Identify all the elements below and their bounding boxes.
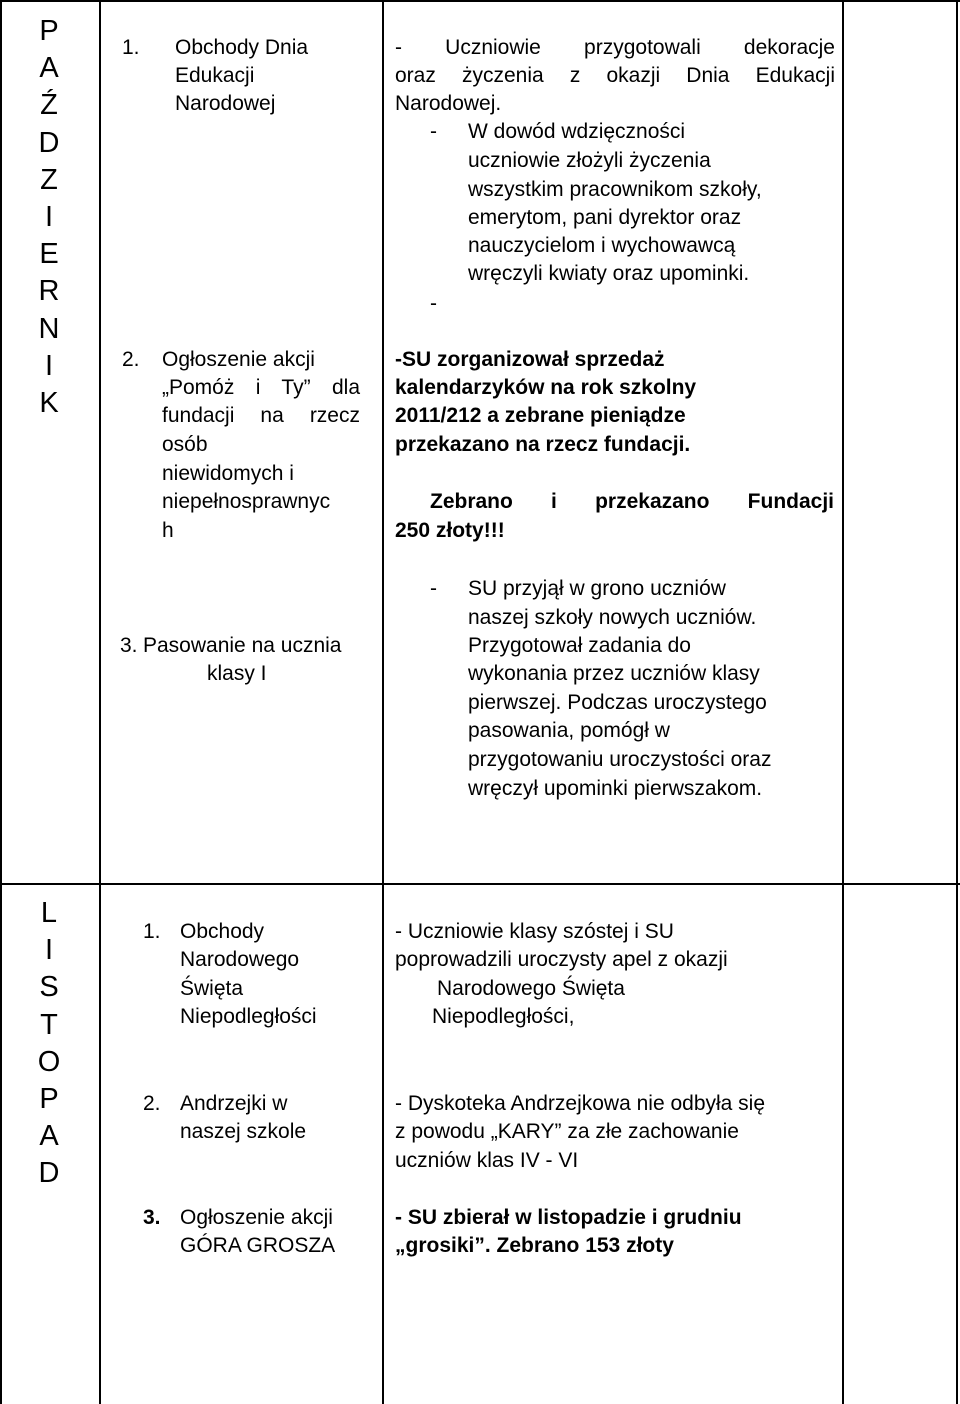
description-line: z powodu „KARY” za złe zachowanie	[395, 1120, 739, 1143]
description-line: wszystkim pracownikom szkoły,	[468, 178, 762, 201]
description-line: - Uczniowie przygotowali dekoracje	[395, 36, 835, 59]
event-title-line: osób	[162, 433, 208, 456]
description-line: - SU zbierał w listopadzie i grudniu	[395, 1206, 742, 1229]
event-title-line: Obchody	[180, 920, 265, 943]
event-title-line: fundacji na rzecz	[162, 404, 360, 427]
description-line: -SU zorganizował sprzedaż	[395, 348, 665, 371]
month-letter: I	[44, 934, 54, 967]
event-title-line: Ogłoszenie akcji	[162, 348, 315, 371]
month-letter: S	[39, 971, 59, 1004]
event-title-line: Edukacji	[175, 64, 255, 87]
column-divider-3	[842, 0, 844, 1404]
event-number: 1.	[122, 36, 140, 59]
description-line: poprowadzili uroczysty apel z okazji	[395, 948, 728, 971]
description-line: nauczycielom i wychowawcą	[468, 234, 736, 257]
month-letter: I	[44, 349, 54, 382]
table-border-right	[956, 0, 958, 1404]
month-letter: Ź	[40, 89, 58, 122]
description-line: SU przyjął w grono uczniów	[468, 577, 726, 600]
row-divider	[0, 883, 960, 885]
description-line: naszej szkoły nowych uczniów.	[468, 606, 757, 629]
description-line: W dowód wdzięczności	[468, 120, 686, 143]
bullet-dash: -	[430, 120, 437, 143]
column-divider-1	[99, 0, 101, 1404]
event-title-line: klasy I	[207, 662, 267, 685]
month-letter: N	[38, 312, 60, 345]
description-line: Niepodległości,	[432, 1005, 575, 1028]
description-line: - Dyskoteka Andrzejkowa nie odbyła się	[395, 1092, 766, 1115]
description-line: 2011/212 a zebrane pieniądze	[395, 404, 686, 427]
description-line: kalendarzyków na rok szkolny	[395, 376, 697, 399]
description-line: pasowania, pomógł w	[468, 719, 670, 742]
description-line: wręczył upominki pierwszakom.	[468, 777, 763, 800]
event-number: 2.	[143, 1092, 161, 1115]
event-title-line: niewidomych i	[162, 462, 294, 485]
month-label-november	[26, 895, 72, 1193]
description-line: - Uczniowie klasy szóstej i SU	[395, 920, 674, 943]
table-border-left	[0, 0, 2, 1404]
event-number: 2.	[122, 348, 140, 371]
description-line: Przygotował zadania do	[468, 634, 691, 657]
event-title-line: Andrzejki w	[180, 1092, 288, 1115]
event-title-line: Narodowej	[175, 92, 276, 115]
month-letter: K	[39, 387, 59, 420]
month-letter: Z	[40, 163, 58, 196]
description-line: pierwszej. Podczas uroczystego	[468, 691, 767, 714]
month-letter: R	[38, 275, 60, 308]
description-line: Zebrano i przekazano Fundacji	[430, 490, 834, 513]
description-line: 250 złoty!!!	[395, 519, 505, 542]
description-line: przekazano na rzecz fundacji.	[395, 433, 691, 456]
event-title-line: Obchody Dnia	[175, 36, 309, 59]
month-letter: E	[39, 238, 59, 271]
description-line: uczniów klas IV - VI	[395, 1149, 579, 1172]
month-letter: P	[39, 15, 59, 47]
description-line: przygotowaniu uroczystości oraz	[468, 748, 772, 771]
month-letter: O	[37, 1045, 61, 1078]
table-border-top	[0, 0, 960, 2]
bullet-dash: -	[430, 577, 437, 600]
month-letter: T	[40, 1008, 58, 1041]
event-title-line: Pasowanie na ucznia	[143, 634, 342, 657]
description-line: wręczyli kwiaty oraz upominki.	[468, 262, 750, 285]
description-line: emerytom, pani dyrektor oraz	[468, 206, 742, 229]
event-title-line: Niepodległości	[180, 1005, 317, 1028]
month-letter: P	[39, 1083, 59, 1116]
month-label-october	[26, 13, 72, 422]
month-letter: D	[38, 126, 60, 159]
description-line: Narodowej.	[395, 92, 502, 115]
month-letter: A	[39, 1120, 59, 1153]
event-title-line: GÓRA GROSZA	[180, 1234, 336, 1257]
event-number: 1.	[143, 920, 161, 943]
description-line: „grosiki”. Zebrano 153 złoty	[395, 1234, 674, 1257]
month-letter: L	[40, 897, 58, 929]
event-title-line: naszej szkole	[180, 1120, 307, 1143]
month-letter: D	[38, 1157, 60, 1190]
event-title-line: Narodowego	[180, 948, 300, 971]
event-title-line: Ogłoszenie akcji	[180, 1206, 333, 1229]
bullet-dash: -	[430, 292, 437, 315]
description-line: wykonania przez uczniów klasy	[468, 662, 760, 685]
description-line: oraz życzenia z okazji Dnia Edukacji	[395, 64, 835, 87]
column-divider-2	[382, 0, 384, 1404]
month-letter: I	[44, 201, 54, 234]
event-title-line: h	[162, 519, 174, 542]
description-line: Narodowego Święta	[437, 977, 625, 1000]
event-title-line: Święta	[180, 977, 244, 1000]
month-letter: A	[39, 52, 59, 85]
description-line: uczniowie złożyli życzenia	[468, 149, 711, 172]
event-title-line: „Pomóż i Ty” dla	[162, 376, 360, 399]
event-number: 3.	[120, 634, 138, 657]
event-title-line: niepełnosprawnyc	[162, 490, 331, 513]
event-number: 3.	[143, 1206, 161, 1229]
